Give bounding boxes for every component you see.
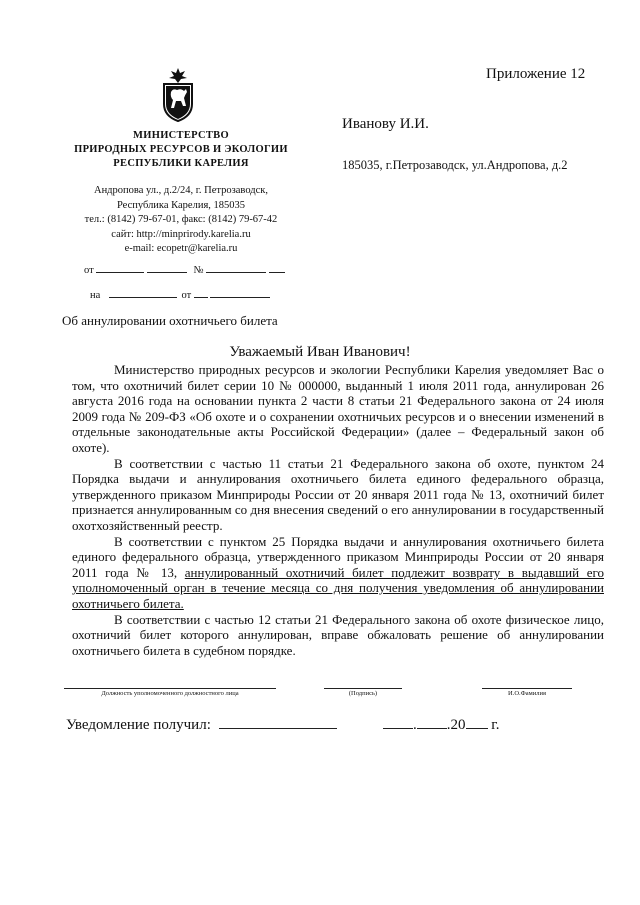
address-line: Андропова ул., д.2/24, г. Петрозаводск, (93, 185, 268, 196)
address-line: тел.: (8142) 79-67-01, факс: (8142) 79-67-42 (84, 214, 278, 225)
greeting: Уважаемый Иван Иванович! (229, 344, 411, 360)
paragraph (72, 534, 604, 612)
letter-body (72, 362, 604, 658)
signature-caption: (Подпись) (348, 690, 378, 697)
coat-of-arms-emblem (160, 68, 196, 122)
year-prefix: 20 (450, 717, 466, 733)
ministry-line: ПРИРОДНЫХ РЕСУРСОВ И ЭКОЛОГИИ (74, 144, 288, 155)
signature-line (324, 688, 402, 689)
year-suffix: г. (491, 717, 500, 733)
ministry-name (60, 129, 302, 171)
date-month-blank[interactable] (417, 716, 447, 729)
paragraph: Министерство природных ресурсов и экологии Республики Карелия уведомляет Вас о том, что охотничий билет серии 10 № 000000, выданный 1 июля 2011 года, аннулирован 26 августа 2016 года на основании пункта 2 части 8 статьи 21 Федерального закона от 24 июля 2009 года № 209-ФЗ «Об охоте и о сохранении охотничьих ресурсов и о внесении изменений в отдельные законодательные акты Российской Федерации» (далее – Федеральный закон об охоте). (72, 362, 604, 455)
ministry-address (60, 184, 302, 257)
paragraph: В соответствии с частью 11 статьи 21 Федерального закона об охоте, пунктом 24 Порядка выдачи и аннулирования охотничьего билета единого федерального образца, утвержденного приказом Минприроды России от 20 января 2011 года № 13, охотничий билет признается аннулированным со дня внесения сведений о его аннулировании в государственный охотхозяйственный реестр. (72, 455, 604, 533)
reg-number-line (84, 262, 285, 276)
ministry-line: МИНИСТЕРСТВО (133, 130, 229, 141)
reg-reference-blank (194, 287, 208, 298)
reg-number-blank (269, 262, 285, 273)
reg-to-label: на (90, 290, 101, 301)
appendix-label: Приложение 12 (486, 66, 586, 82)
website-line: сайт: http://minprirody.karelia.ru (111, 228, 251, 240)
paragraph-text: В соответствии с пунктом 25 Порядка выдачи и аннулирования охотничьего билета единого федерального образца, утвержденного приказом Минприроды России от 20 января 2011 года № 13, (72, 533, 604, 580)
letter-subject: Об аннулировании охотничьего билета (62, 313, 278, 328)
date-year-blank[interactable] (466, 716, 488, 729)
reg-from-label: от (84, 265, 94, 276)
recipient-address: 185035, г.Петрозаводск, ул.Андропова, д.2 (342, 158, 568, 172)
date-day-blank[interactable] (383, 716, 413, 729)
reg-reference-blank (210, 287, 270, 298)
address-line: Республика Карелия, 185035 (116, 199, 246, 211)
notification-received-line (66, 716, 337, 734)
email-line: e-mail: ecopetr@karelia.ru (124, 243, 238, 254)
reg-reference-blank (109, 287, 177, 298)
position-caption: Должность уполномоченного должностного лица (101, 690, 239, 697)
ministry-line: РЕСПУБЛИКИ КАРЕЛИЯ (113, 158, 249, 169)
notification-label: Уведомление получил: (66, 717, 211, 733)
name-signature-line (482, 688, 572, 689)
date-separator: . (413, 717, 417, 733)
name-caption: И.О.Фамилия (508, 690, 546, 697)
reg-no-label: № (193, 265, 204, 276)
reg-number-blank (206, 262, 266, 273)
recipient-name: Иванову И.И. (342, 116, 429, 132)
paragraph: В соответствии с частью 12 статьи 21 Федерального закона об охоте физическое лицо, охотничий билет которого аннулирован, вправе обжаловать решение об аннулировании охотничьего билета в судебном порядке. (72, 611, 604, 658)
reg-date-blank (147, 262, 187, 273)
reg-reference-line (90, 287, 270, 301)
reg-to-from-label: от (181, 290, 192, 301)
reg-date-blank (96, 262, 144, 273)
notification-date (383, 716, 499, 734)
notification-signature-blank[interactable] (219, 716, 337, 729)
date-separator: . (446, 717, 451, 733)
return-requirement-text: аннулированный охотничий билет подлежит возврату в выдавший его уполномоченный орган в течение месяца со дня получения уведомления об аннулировании охотничьего билета. (72, 564, 604, 611)
position-signature-line (64, 688, 276, 689)
